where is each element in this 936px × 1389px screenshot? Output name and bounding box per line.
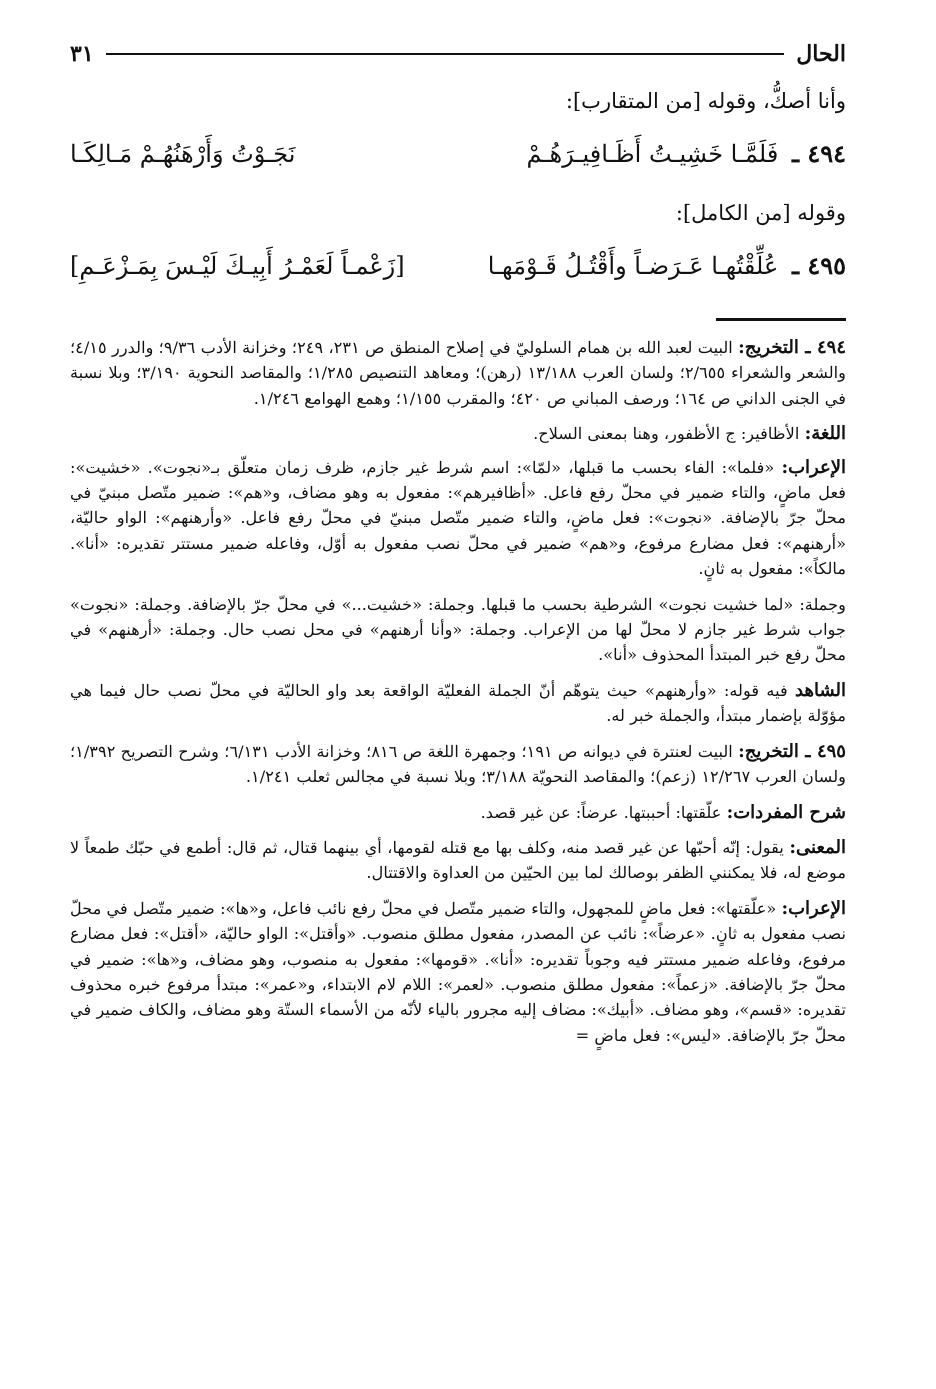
verse-495-first-hemistich xyxy=(488,246,846,286)
verse-494-second-hemistich: نَجَـوْتُ وَأَرْهَنُهُـمْ مَـالِكَـا xyxy=(70,140,296,168)
verse-494-first-hemistich xyxy=(527,134,846,174)
note-495-maana-text: يقول: إنّه أحبّها عن غير قصد منه، وكلف بها مع قتله لقومها، أي بينهما قتال، ثم قال: أطمع في حبّك طمعاً لا موضع له، فلا يمكنني الظفر بوصالك لما بين الحيّين من العداوة والاقتتال. xyxy=(70,837,846,883)
chapter-title: الحال xyxy=(796,41,846,67)
note-495-takhrij-label: ٤٩٥ ـ التخريج: xyxy=(738,740,846,762)
note-495-irab xyxy=(70,896,846,1048)
note-494-irab-text: «فلما»: الفاء بحسب ما قبلها، «لمّا»: اسم شرط غير جازم، ظرف زمان متعلّق بـ«نجوت». «خشيت»: فعل ماضٍ، والتاء ضمير في محلّ رفع فاعل. «أظافيرهم»: مفعول به وهو مضاف، و«هم»: ضمير متّصل مبنيّ في محلّ جرّ بالإضافة. «نجوت»: فعل ماضٍ، والتاء ضمير متّصل مبنيّ في محلّ رفع فاعل. «وأرهنهم»: الواو حاليّة، «أرهنهم»: فعل مضارع مرفوع، و«هم» ضمير في محلّ نصب مفعول به أوّل، وفاعله ضمير مستتر تقديره: «أنا». مالكاً»: مفعول به ثانٍ. xyxy=(70,457,846,579)
note-494-irab xyxy=(70,455,846,582)
footnote-separator xyxy=(716,318,846,321)
note-494-takhrij xyxy=(70,335,846,411)
verse-495-intro: وقوله [من الكامل]: xyxy=(675,201,846,225)
note-495-maana xyxy=(70,835,846,886)
note-494-lugha-label: اللغة: xyxy=(804,423,846,445)
note-495-mufradat-text: علّقتها: أحببتها. عرضاً: عن غير قصد. xyxy=(480,802,722,822)
note-495-takhrij-text: البيت لعنترة في ديوانه ص ١٩١؛ وجمهرة اللغة ص ٨١٦؛ وخزانة الأدب ٦/١٣١؛ وشرح التصريح ١/٣٩٢؛ ولسان العرب ١٢/٢٦٧ (زعم)؛ والمقاصد النحويّة ٣/١٨٨؛ وبلا نسبة في مجالس ثعلب ١/٢٤١. xyxy=(70,741,846,787)
verse-495-number: ٤٩٥ ـ xyxy=(791,251,846,280)
note-494-lugha-text: الأظافير: ج الأظفور، وهنا بمعنى السلاح. xyxy=(533,424,800,444)
note-495-irab-label: الإعراب: xyxy=(781,897,846,919)
note-494-takhrij-label: ٤٩٤ ـ التخريج: xyxy=(738,337,846,358)
verse-494-number: ٤٩٤ ـ xyxy=(791,139,846,168)
note-494-jumla: وجملة: «لما خشيت نجوت» الشرطية بحسب ما قبلها. وجملة: «خشيت...» في محلّ جرّ بالإضافة. وجملة: «نجوت» جواب شرط غير جازم لا محلّ لها من الإعراب. وجملة: «وأنا أرهنهم» في محل نصب حال. وجملة: «أرهنهم» في محلّ رفع خبر المبتدأ المحذوف «أنا». xyxy=(70,594,846,665)
page-number: ٣١ xyxy=(70,41,94,67)
book-page xyxy=(70,34,846,1048)
verse-494-intro: وأنا أصكُّ، وقوله [من المتقارب]: xyxy=(565,89,846,113)
verse-495-hemistich-1-text: عُلِّقْتُهـا عَـرَضـاً وأَقْتُـلُ قَـوْمَهـا xyxy=(487,252,779,280)
note-495-maana-label: المعنى: xyxy=(789,836,846,858)
header-rule xyxy=(106,53,785,55)
note-494-shahid xyxy=(70,678,846,729)
note-494-takhrij-text: البيت لعبد الله بن همام السلوليّ في إصلاح المنطق ص ٢٣١، ٢٤٩؛ وخزانة الأدب ٩/٣٦؛ والدرر ٤/١٥؛ والشعر والشعراء ٢/٦٥٥؛ ولسان العرب ١٣/١٨٨ (رهن)؛ ومعاهد التنصيص ١/٢٨٥؛ والمقاصد النحوية ٣/١٩٠؛ وبلا نسبة في الجنى الداني ص ١٦٤؛ ورصف المباني ص ٤٢٠؛ والمقرب ١/١٥٥؛ وهمع الهوامع ١/٢٤٦. xyxy=(70,338,847,408)
note-495-mufradat-label: شرح المفردات: xyxy=(726,801,846,823)
note-494-lugha xyxy=(70,421,846,446)
note-495-mufradat xyxy=(70,800,846,825)
running-header xyxy=(70,34,846,74)
note-494-shahid-label: الشاهد xyxy=(795,679,846,701)
verse-494 xyxy=(70,134,846,174)
note-494-irab-label: الإعراب: xyxy=(781,456,846,478)
note-494-shahid-text: فيه قوله: «وأرهنهم» حيث يتوهّم أنّ الجملة الفعليّة الواقعة بعد واو الحاليّة في محلّ نصب حال فيما هي مؤوّلة بإضمار مبتدأ، والجملة خبر له. xyxy=(70,680,846,726)
verse-495 xyxy=(70,246,846,286)
note-495-takhrij xyxy=(70,739,846,790)
verse-495-second-hemistich: [زَعْمـاً لَعَمْـرُ أَبِيـكَ لَيْـسَ بِمَـزْعَـمِ] xyxy=(70,252,405,280)
note-495-irab-text: «علّقتها»: فعل ماضٍ للمجهول، والتاء ضمير متّصل في محلّ رفع نائب فاعل، و«ها»: ضمير متّصل في محلّ نصب مفعول به ثانٍ. «عرضاً»: نائب عن المصدر، مفعول مطلق منصوب. «وأقتل»: الواو حاليّة، «أقتل»: فعل مضارع مرفوع، وفاعله ضمير مستتر فيه وجوباً تقديره: «أنا». «قومها»: مفعول به منصوب، وهو مضاف، و«ها»: ضمير في محلّ جرّ بالإضافة. «زعماً»: مفعول مطلق منصوب. «لعمر»: اللام لام الابتداء، و«عمر»: مبتدأ مرفوع خبره محذوف تقديره: «قسم»، وهو مضاف. «أبيك»: مضاف إليه مجرور بالياء لأنّه من الأسماء الستّة وهو مضاف، والكاف ضمير في محلّ جرّ بالإضافة. «ليس»: فعل ماضٍ = xyxy=(70,898,846,1045)
verse-494-hemistich-1-text: فَلَمَّـا خَشِيـتُ أَظَـافِيـرَهُـمْ xyxy=(526,140,779,168)
